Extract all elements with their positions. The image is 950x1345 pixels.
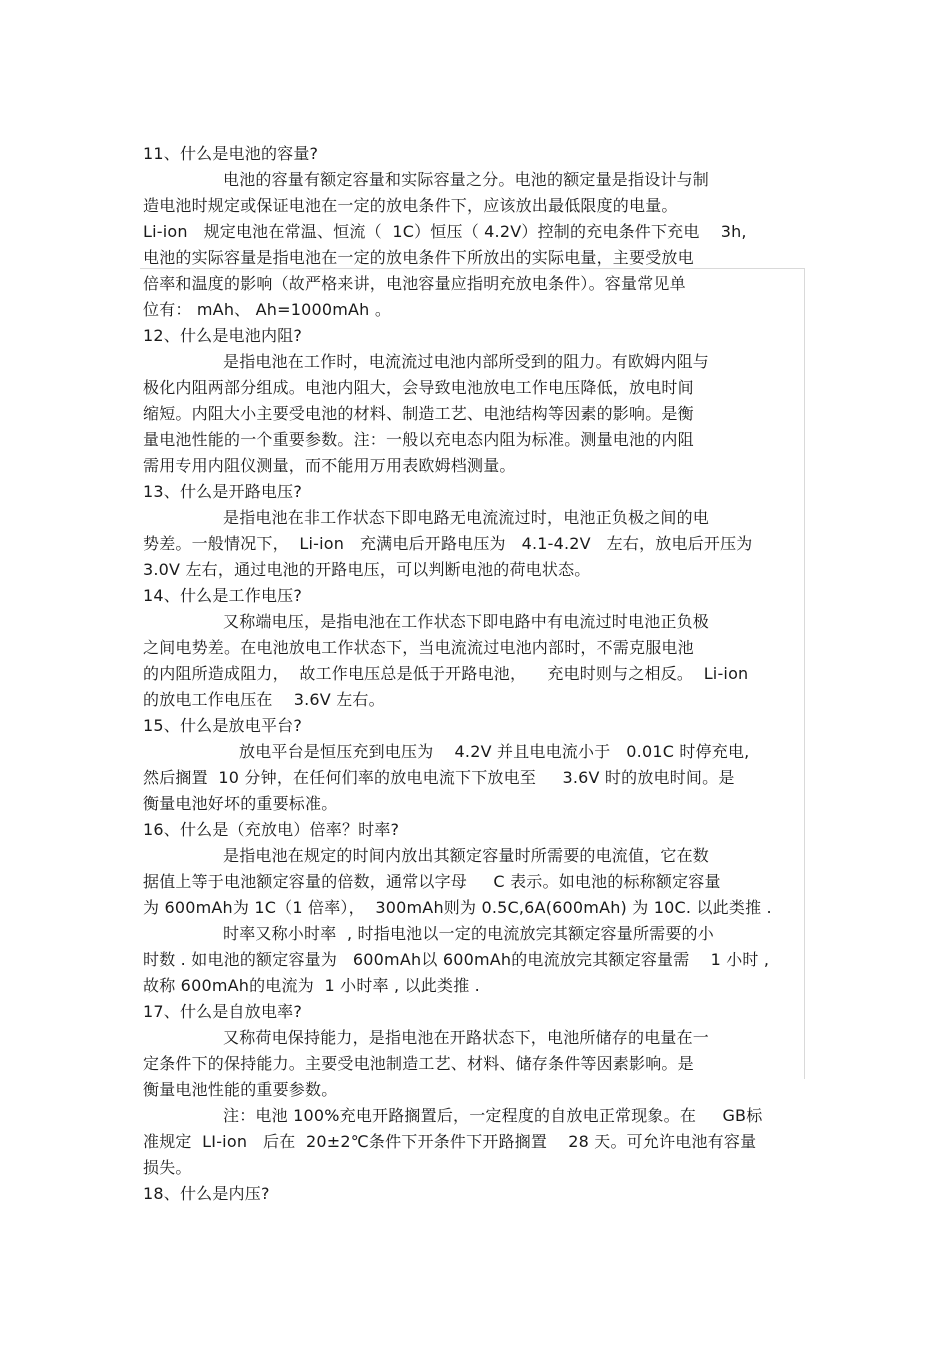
question-heading: 16、什么是（充放电）倍率？时率? bbox=[143, 820, 400, 839]
text-line: 时数 . 如电池的额定容量为 600mAh以 600mAh的电流放完其额定容量需 1 小时 , bbox=[143, 950, 770, 969]
text-line: 据值上等于电池额定容量的倍数，通常以字母 C 表示。如电池的标称额定容量 bbox=[143, 872, 721, 891]
text-line: 量电池性能的一个重要参数。注：一般以充电态内阻为标准。测量电池的内阻 bbox=[143, 430, 694, 449]
text-line: 放电平台是恒压充到电压为 4.2V 并且电电流小于 0.01C 时停充电, bbox=[239, 742, 750, 761]
text-line: Li-ion 规定电池在常温、恒流（ 1C）恒压（ 4.2V）控制的充电条件下充电 3h, bbox=[143, 222, 747, 241]
text-line: 倍率和温度的影响（故严格来讲，电池容量应指明充放电条件）。容量常见单 bbox=[143, 274, 686, 293]
text-line: 为 600mAh为 1C（1 倍率）， 300mAh则为 0.5C,6A(600mAh) 为 10C. 以此类推 . bbox=[143, 898, 772, 917]
question-heading: 13、什么是开路电压? bbox=[143, 482, 303, 501]
text-line: 需用专用内阻仪测量，而不能用万用表欧姆档测量。 bbox=[143, 456, 516, 475]
text-line: 又称端电压，是指电池在工作状态下即电路中有电流过时电池正负极 bbox=[223, 612, 710, 631]
text-line: 衡量电池好坏的重要标准。 bbox=[143, 794, 338, 813]
text-line: 然后搁置 10 分钟，在任何们率的放电电流下下放电至 3.6V 时的放电时间。是 bbox=[143, 768, 735, 787]
text-line: 极化内阻两部分组成。电池内阻大，会导致电池放电工作电压降低，放电时间 bbox=[143, 378, 694, 397]
text-line: 损失。 bbox=[143, 1158, 192, 1177]
text-line: 的放电工作电压在 3.6V 左右。 bbox=[143, 690, 385, 709]
text-line: 的内阻所造成阻力， 故工作电压总是低于开路电池， 充电时则与之相反。 Li-ion bbox=[143, 664, 749, 683]
question-heading: 17、什么是自放电率? bbox=[143, 1002, 303, 1021]
question-heading: 14、什么是工作电压? bbox=[143, 586, 303, 605]
text-line: 位有： mAh、 Ah=1000mAh 。 bbox=[143, 300, 392, 319]
text-line: 故称 600mAh的电流为 1 小时率 , 以此类推 . bbox=[143, 976, 480, 995]
document-body bbox=[143, 141, 808, 1207]
text-line: 电池的容量有额定容量和实际容量之分。电池的额定量是指设计与制 bbox=[223, 170, 710, 189]
text-line: 是指电池在非工作状态下即电路无电流流过时，电池正负极之间的电 bbox=[223, 508, 710, 527]
text-line: 时率又称小时率 , 时指电池以一定的电流放完其额定容量所需要的小 bbox=[223, 924, 714, 943]
text-line: 3.0V 左右，通过电池的开路电压，可以判断电池的荷电状态。 bbox=[143, 560, 591, 579]
text-line: 衡量电池性能的重要参数。 bbox=[143, 1080, 338, 1099]
text-line: 造电池时规定或保证电池在一定的放电条件下，应该放出最低限度的电量。 bbox=[143, 196, 678, 215]
text-line: 定条件下的保持能力。主要受电池制造工艺、材料、储存条件等因素影响。是 bbox=[143, 1054, 694, 1073]
text-line: 注：电池 100%充电开路搁置后，一定程度的自放电正常现象。在 GB标 bbox=[223, 1106, 763, 1125]
text-line: 势差。一般情况下， Li-ion 充满电后开路电压为 4.1-4.2V 左右，放电后开压为 bbox=[143, 534, 753, 553]
text-line: 准规定 LI-ion 后在 20±2℃条件下开条件下开路搁置 28 天。可允许电池有容量 bbox=[143, 1132, 757, 1151]
text-line: 缩短。内阻大小主要受电池的材料、制造工艺、电池结构等因素的影响。是衡 bbox=[143, 404, 694, 423]
question-heading: 15、什么是放电平台? bbox=[143, 716, 303, 735]
question-heading: 11、什么是电池的容量? bbox=[143, 144, 319, 163]
text-line: 是指电池在规定的时间内放出其额定容量时所需要的电流值，它在数 bbox=[223, 846, 710, 865]
text-line: 之间电势差。在电池放电工作状态下，当电流流过电池内部时，不需克服电池 bbox=[143, 638, 694, 657]
question-heading: 12、什么是电池内阻? bbox=[143, 326, 303, 345]
text-line: 又称荷电保持能力，是指电池在开路状态下，电池所储存的电量在一 bbox=[223, 1028, 710, 1047]
question-heading: 18、什么是内压? bbox=[143, 1184, 270, 1203]
text-line: 电池的实际容量是指电池在一定的放电条件下所放出的实际电量，主要受放电 bbox=[143, 248, 694, 267]
text-line: 是指电池在工作时，电流流过电池内部所受到的阻力。有欧姆内阻与 bbox=[223, 352, 710, 371]
